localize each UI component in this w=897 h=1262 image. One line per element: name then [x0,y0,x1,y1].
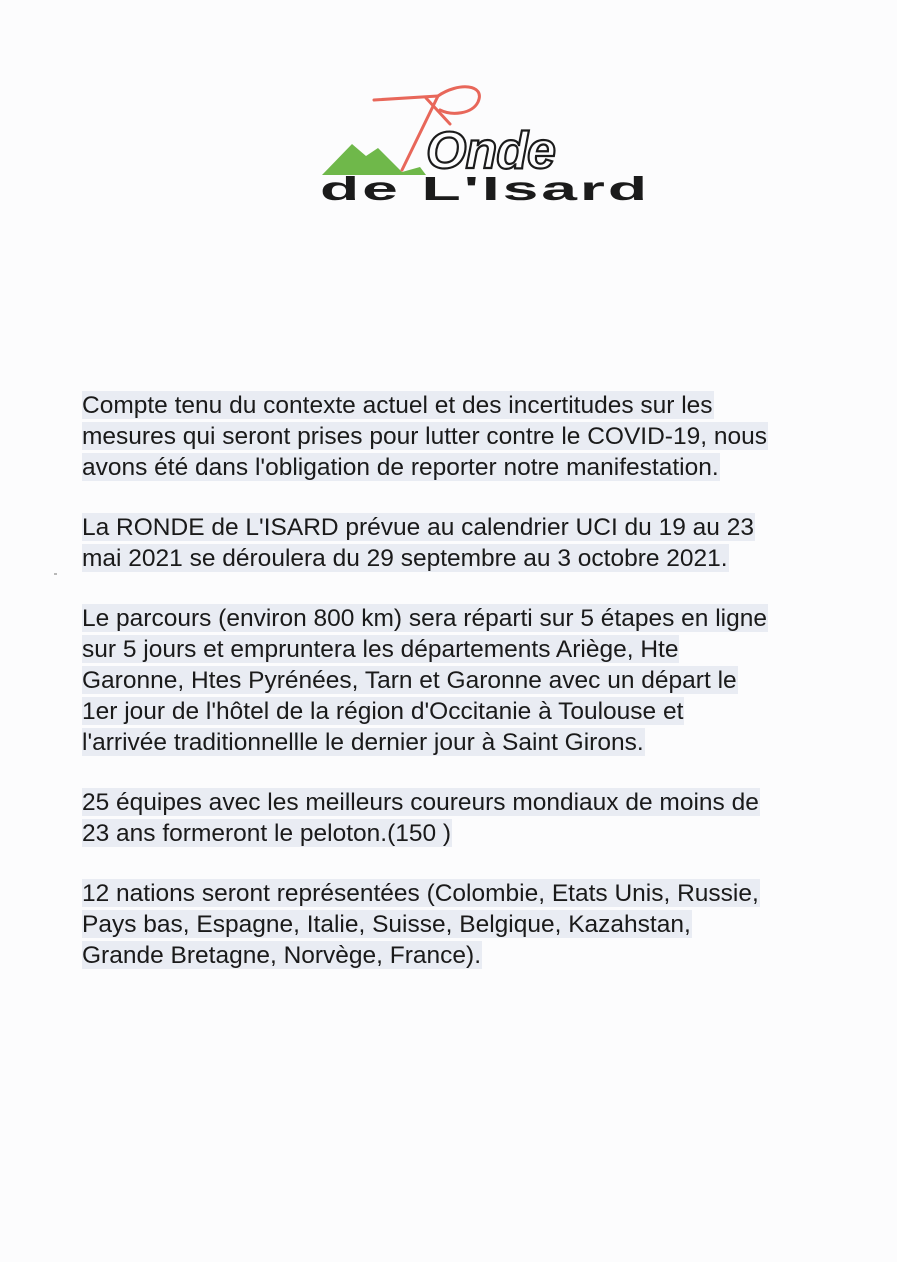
text-line: 12 nations seront représentées (Colombie, Etats Unis, Russie, [82,880,759,907]
text-line: Compte tenu du contexte actuel et des incertitudes sur les [82,392,713,419]
text-line: Grande Bretagne, Norvège, France). [82,942,482,969]
scan-speck [54,573,57,575]
text-line: La RONDE de L'ISARD prévue au calendrier UCI du 19 au 23 [82,514,754,541]
text-line: 1er jour de l'hôtel de la région d'Occitanie à Toulouse et [82,698,684,725]
paragraph-new-dates [82,512,862,574]
text-line: 23 ans formeront le peloton.(150 ) [82,820,452,847]
text-line: sur 5 jours et empruntera les départements Ariège, Hte [82,636,679,663]
paragraph-nations [82,878,862,971]
logo-word-de-lisard: de L'Isard [320,170,650,205]
text-line: avons été dans l'obligation de reporter notre manifestation. [82,454,719,481]
paragraph-postponement [82,390,862,483]
ronde-de-lisard-logo [318,80,658,205]
text-line: Garonne, Htes Pyrénées, Tarn et Garonne avec un départ le [82,667,737,694]
logo-graphic [318,80,658,205]
text-line: mesures qui seront prises pour lutter contre le COVID-19, nous [82,423,767,450]
paragraph-route [82,603,862,758]
text-line: Pays bas, Espagne, Italie, Suisse, Belgique, Kazahstan, [82,911,691,938]
text-line: mai 2021 se déroulera du 29 septembre au 3 octobre 2021. [82,545,728,572]
text-line: Le parcours (environ 800 km) sera réparti sur 5 étapes en ligne [82,605,767,632]
logo-word-onde: Onde [426,122,555,180]
paragraph-teams [82,787,862,849]
body-text [82,390,862,1000]
text-line: l'arrivée traditionnellle le dernier jour à Saint Girons. [82,729,644,756]
text-line: 25 équipes avec les meilleurs coureurs mondiaux de moins de [82,789,759,816]
